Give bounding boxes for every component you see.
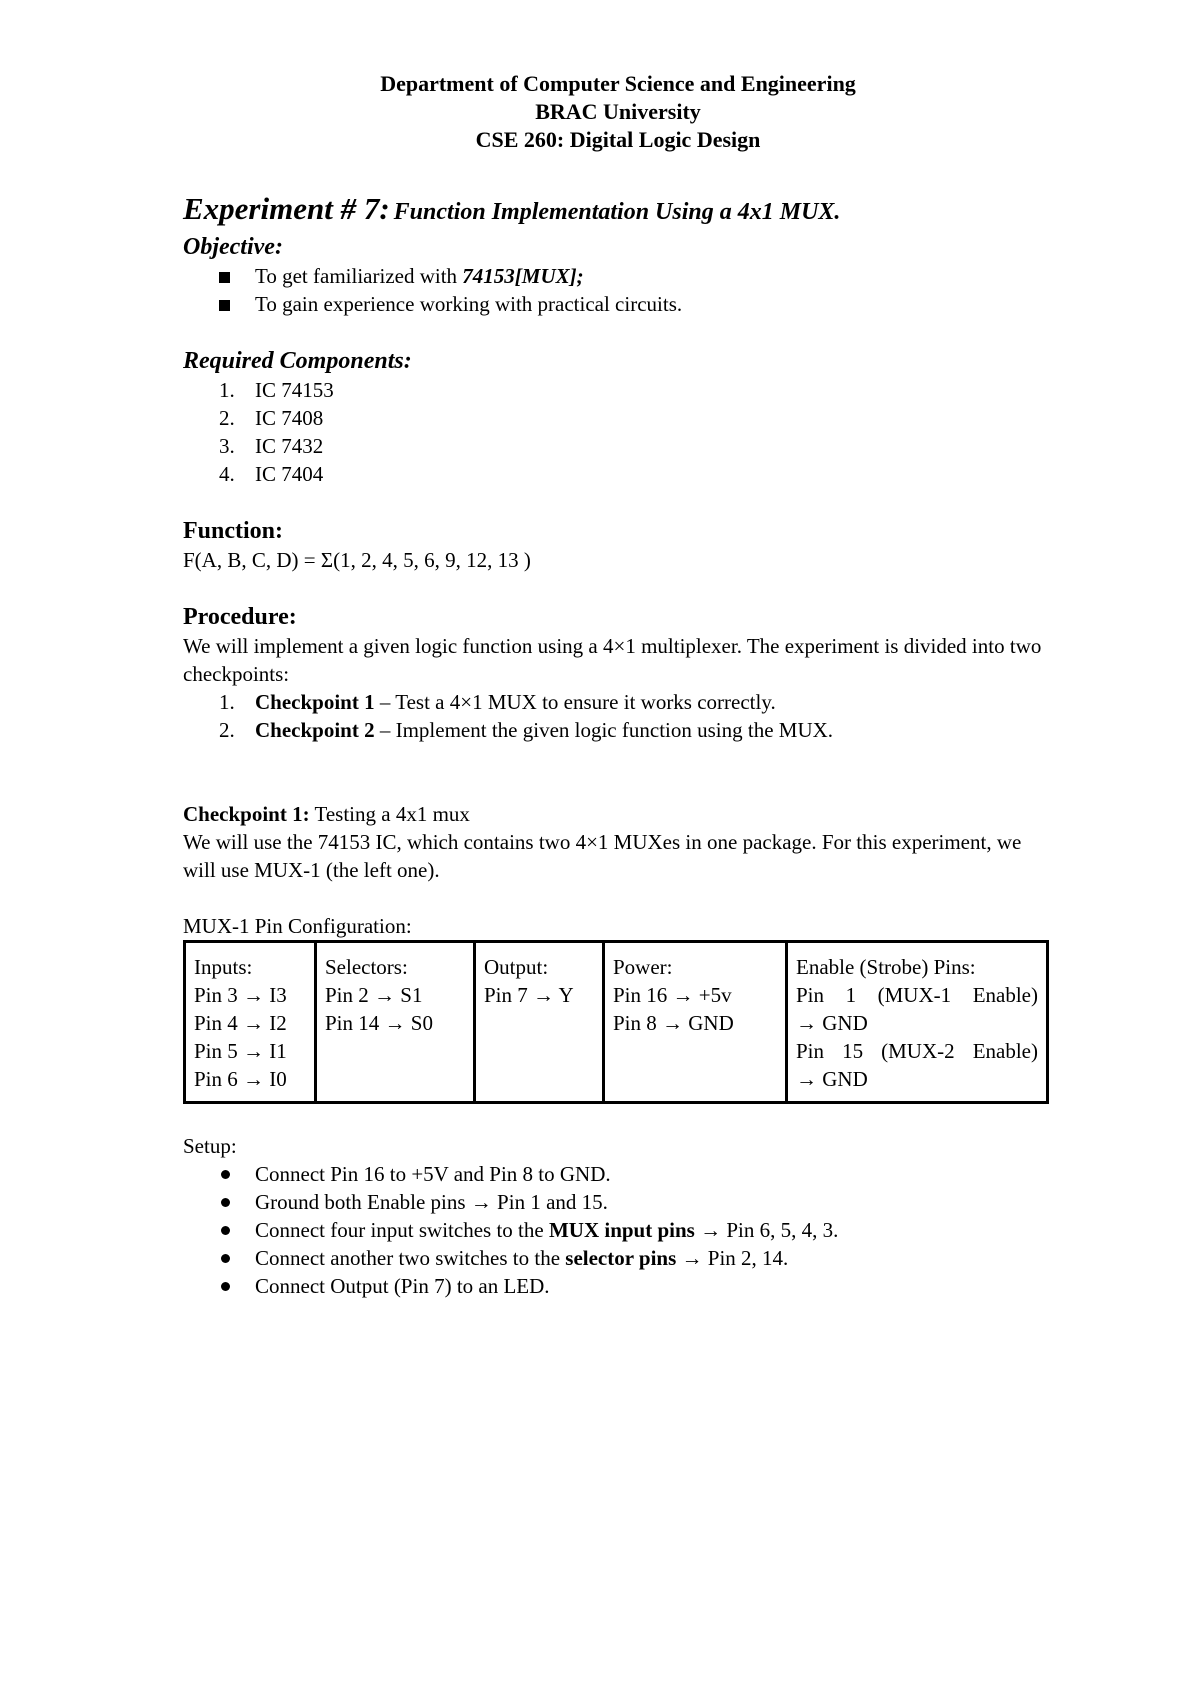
setup-text: Connect Pin 16 to +5V and Pin 8 to GND. <box>255 1162 611 1186</box>
checkpoint1-label: Checkpoint 1: <box>183 802 310 826</box>
list-item <box>183 376 1053 404</box>
list-item <box>183 716 1053 744</box>
list-number: 2. <box>219 406 235 430</box>
checkpoint1-title: Testing a 4x1 mux <box>309 802 470 826</box>
list-number: 2. <box>219 718 235 742</box>
setup-list <box>183 1160 1053 1300</box>
experiment-number: Experiment # 7: <box>183 191 390 226</box>
objective-text: To get familiarized with <box>255 264 463 288</box>
cell-line: → GND <box>796 1011 868 1035</box>
component-text: IC 7404 <box>255 462 324 486</box>
selectors-cell <box>316 942 475 1103</box>
cell-line: Pin 4 → I2 <box>194 1011 287 1035</box>
power-cell <box>604 942 787 1103</box>
course-line: CSE 260: Digital Logic Design <box>475 127 761 152</box>
list-item <box>183 688 1053 716</box>
list-number: 1. <box>219 690 235 714</box>
round-bullet-icon <box>221 1170 230 1179</box>
output-cell <box>475 942 604 1103</box>
setup-text: Ground both Enable pins → Pin 1 and 15. <box>255 1190 608 1214</box>
list-number: 3. <box>219 434 235 458</box>
setup-emphasis: MUX input pins <box>548 1218 695 1242</box>
cell-line: → GND <box>796 1067 868 1091</box>
procedure-intro: We will implement a given logic function using a 4×1 multiplexer. The experiment is divided into two checkpoints: <box>183 634 1042 686</box>
checkpoint-text: – Implement the given logic function using the MUX. <box>374 718 834 742</box>
cell-line: Pin 14 → S0 <box>325 1011 433 1035</box>
function-heading: Function: <box>183 518 284 544</box>
function-expression: F(A, B, C, D) = Σ(1, 2, 4, 5, 6, 9, 12, 13 ) <box>183 548 531 572</box>
setup-text: → Pin 6, 5, 4, 3. <box>694 1218 839 1242</box>
round-bullet-icon <box>221 1254 230 1263</box>
cell-line: Selectors: <box>325 955 408 979</box>
round-bullet-icon <box>221 1226 230 1235</box>
document-page <box>183 70 1053 1300</box>
setup-text: Connect four input switches to the <box>255 1218 549 1242</box>
list-item <box>183 262 1053 290</box>
components-list <box>183 376 1053 488</box>
setup-heading: Setup: <box>183 1134 237 1158</box>
department-line: Department of Computer Science and Engineering <box>380 71 856 96</box>
pin-config-caption: MUX-1 Pin Configuration: <box>183 914 412 938</box>
list-item <box>183 460 1053 488</box>
cell-line: Pin 15 (MUX-2 Enable) <box>796 1039 1038 1063</box>
list-item <box>183 1216 1053 1244</box>
list-item <box>183 1244 1053 1272</box>
list-item <box>183 404 1053 432</box>
checkpoint-label: Checkpoint 2 <box>255 718 375 742</box>
setup-emphasis: selector pins <box>565 1246 677 1270</box>
document-header <box>183 70 1053 154</box>
square-bullet-icon <box>219 272 230 283</box>
setup-text: Connect Output (Pin 7) to an LED. <box>255 1274 550 1298</box>
cell-line: Pin 5 → I1 <box>194 1039 287 1063</box>
list-item <box>183 1188 1053 1216</box>
cell-line: Pin 16 → +5v <box>613 983 732 1007</box>
cell-line: Pin 2 → S1 <box>325 983 423 1007</box>
objective-heading: Objective: <box>183 234 283 260</box>
cell-line: Pin 7 → Y <box>484 983 574 1007</box>
list-number: 4. <box>219 462 235 486</box>
objective-emphasis: 74153[MUX]; <box>462 264 584 288</box>
pin-config-table <box>183 940 1049 1104</box>
table-row <box>185 942 1048 1103</box>
cell-line: Enable (Strobe) Pins: <box>796 955 976 979</box>
cell-line: Pin 3 → I3 <box>194 983 287 1007</box>
objective-list <box>183 262 1053 318</box>
list-number: 1. <box>219 378 235 402</box>
square-bullet-icon <box>219 300 230 311</box>
university-line: BRAC University <box>535 99 701 124</box>
experiment-title <box>183 192 1053 232</box>
list-item <box>183 432 1053 460</box>
cell-line: Power: <box>613 955 673 979</box>
checkpoint-label: Checkpoint 1 <box>255 690 375 714</box>
experiment-name: Function Implementation Using a 4x1 MUX. <box>393 199 841 225</box>
round-bullet-icon <box>221 1282 230 1291</box>
procedure-heading: Procedure: <box>183 604 297 630</box>
setup-text: → Pin 2, 14. <box>676 1246 789 1270</box>
objective-text: To gain experience working with practical circuits. <box>255 292 683 316</box>
inputs-cell <box>185 942 316 1103</box>
checkpoint1-body: We will use the 74153 IC, which contains two 4×1 MUXes in one package. For this experiment, we will use MUX-1 (the left one). <box>183 830 1022 882</box>
cell-line: Pin 8 → GND <box>613 1011 734 1035</box>
components-heading: Required Components: <box>183 348 412 374</box>
list-item <box>183 1160 1053 1188</box>
procedure-list <box>183 688 1053 744</box>
enable-cell <box>787 942 1048 1103</box>
list-item <box>183 290 1053 318</box>
round-bullet-icon <box>221 1198 230 1207</box>
component-text: IC 74153 <box>255 378 334 402</box>
list-item <box>183 1272 1053 1300</box>
cell-line: Pin 6 → I0 <box>194 1067 287 1091</box>
component-text: IC 7408 <box>255 406 324 430</box>
checkpoint1-heading <box>183 800 1053 828</box>
cell-line: Pin 1 (MUX-1 Enable) <box>796 983 1038 1007</box>
checkpoint-text: – Test a 4×1 MUX to ensure it works correctly. <box>374 690 776 714</box>
component-text: IC 7432 <box>255 434 324 458</box>
setup-text: Connect another two switches to the <box>255 1246 566 1270</box>
cell-line: Inputs: <box>194 955 253 979</box>
cell-line: Output: <box>484 955 549 979</box>
